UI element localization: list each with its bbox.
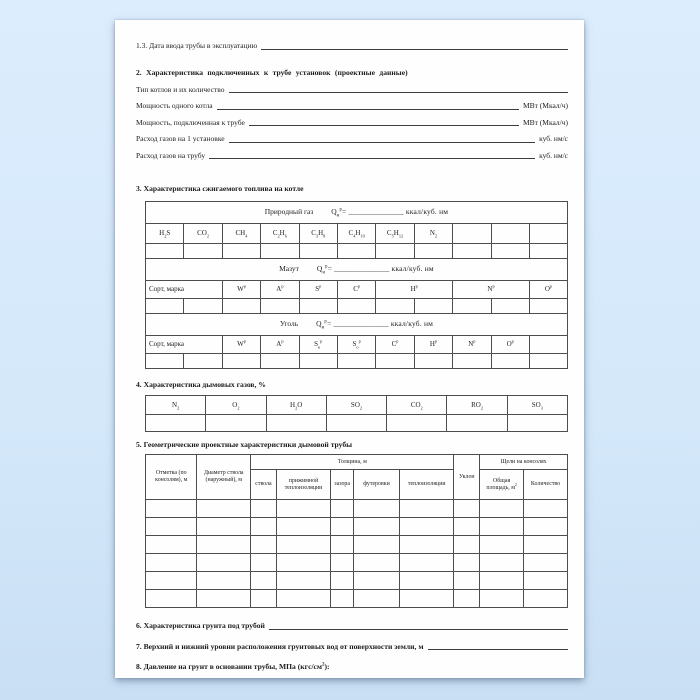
empty-cell	[337, 299, 375, 314]
empty-cell	[454, 554, 480, 572]
empty-cell	[146, 590, 197, 608]
empty-cell	[529, 224, 567, 244]
thickness-sub-header: прижимной теплоизоляции	[276, 470, 330, 500]
field-connected-power	[136, 118, 568, 128]
flue-gas-component-cell: $SO_2$	[326, 396, 386, 415]
empty-cell	[222, 354, 260, 369]
empty-cell	[197, 500, 251, 518]
field-label: 7. Верхний и нижний уровни расположения грунтовых вод от поверхности земли, м	[136, 641, 424, 651]
field-soil-characteristics	[136, 621, 568, 631]
field-label: 8. Давление на грунт в основании трубы, МПа $(кгс/см^2)$:	[136, 662, 330, 671]
gas-components-header-row	[146, 224, 568, 244]
flue-gas-component-cell: $O_2$	[206, 396, 266, 415]
flue-gas-values-row	[146, 415, 568, 432]
empty-cell	[222, 299, 260, 314]
fuel-column-cell: $H^р$	[376, 281, 453, 299]
diameter-column-header: Диаметр ствола (наружный), м	[197, 455, 251, 500]
table-row	[146, 590, 568, 608]
empty-cell	[184, 244, 222, 259]
empty-cell	[331, 500, 354, 518]
fuel-column-cell: $A^р$	[261, 281, 299, 299]
fuel-name: Уголь	[279, 319, 299, 329]
flue-gas-component-cell: $RO_2$	[447, 396, 507, 415]
field-label: Тип котлов и их количество	[136, 84, 225, 94]
empty-cell	[206, 415, 266, 432]
mark-column-header: Отметка (по консолям), м	[146, 455, 197, 500]
empty-cell	[529, 244, 567, 259]
coal-columns-header-row	[146, 336, 568, 354]
section-2-title: 2. Характеристика подключенных к трубе установок (проектные данные)	[136, 67, 408, 77]
field-gas-flow-total	[136, 151, 568, 161]
thickness-sub-header: теплоизоляции	[400, 470, 454, 500]
field-label: 6. Характеристика грунта под трубой	[136, 621, 265, 630]
slots-count-sub-header: Количество	[524, 470, 568, 500]
blank-line	[261, 43, 568, 50]
empty-cell	[146, 518, 197, 536]
fuel-column-cell: $S^р$	[299, 281, 337, 299]
fuel-name: Мазут	[279, 264, 299, 274]
fuel-column-cell: $W^р$	[222, 281, 260, 299]
empty-cell	[184, 299, 222, 314]
empty-cell	[276, 590, 330, 608]
fuel-column-cell: $S_о^р$	[337, 336, 375, 354]
field-unit: МВт (Мкал/ч)	[522, 117, 568, 127]
blank-line	[209, 152, 535, 159]
fuel-characteristics-table	[145, 201, 568, 369]
empty-cell	[453, 224, 491, 244]
fuel-heating-value-expression: $Q_н^р=$ ______________ ккал/куб. нм	[316, 264, 434, 276]
empty-cell	[261, 299, 299, 314]
empty-cell	[354, 536, 400, 554]
empty-cell	[354, 590, 400, 608]
table-row	[146, 554, 568, 572]
empty-cell	[453, 244, 491, 259]
empty-cell	[414, 354, 452, 369]
empty-cell	[454, 590, 480, 608]
flue-gas-component-cell: $CO_2$	[387, 396, 447, 415]
fuel-column-cell: $C^р$	[337, 281, 375, 299]
empty-cell	[400, 500, 454, 518]
field-unit: МВт (Мкал/ч)	[522, 101, 568, 110]
empty-cell	[331, 554, 354, 572]
field-commissioning-date	[136, 41, 568, 51]
empty-cell	[331, 518, 354, 536]
thickness-sub-header: футеровки	[354, 470, 400, 500]
empty-cell	[146, 536, 197, 554]
geometry-header-row-1	[146, 455, 568, 470]
slots-area-sub-header: Общая площадь, $м^2$	[480, 470, 524, 500]
gas-component-cell: $C_4H_{10}$	[337, 224, 375, 244]
empty-cell	[337, 244, 375, 259]
natural-gas-caption-row	[146, 202, 568, 224]
empty-cell	[266, 415, 326, 432]
section-3-title: 3. Характеристика сжигаемого топлива на котле	[136, 184, 304, 193]
section-5-title: 5. Геометрические проектные характеристики дымовой трубы	[136, 440, 353, 449]
field-label: Расход газов на трубу	[136, 150, 206, 160]
empty-cell	[400, 572, 454, 590]
empty-cell	[447, 415, 507, 432]
empty-cell	[529, 299, 567, 314]
flue-gas-component-cell: $N_2$	[146, 396, 206, 415]
empty-cell	[480, 590, 524, 608]
empty-cell	[197, 518, 251, 536]
sort-mark-header-cell: Сорт, марка	[146, 281, 223, 299]
fuel-name: Природный газ	[264, 207, 314, 217]
empty-cell	[414, 244, 452, 259]
fuel-column-cell: $H^р$	[414, 336, 452, 354]
empty-cell	[400, 536, 454, 554]
fuel-heating-value-expression: $Q_н^р=$ ______________ ккал/куб. нм	[316, 319, 434, 331]
empty-cell	[331, 536, 354, 554]
empty-cell	[480, 572, 524, 590]
gas-component-cell: $C_3H_8$	[299, 224, 337, 244]
empty-cell	[524, 518, 568, 536]
thickness-group-header: Толщина, м	[251, 455, 454, 470]
field-unit: куб. нм/с	[539, 150, 568, 160]
empty-cell	[251, 518, 277, 536]
coal-values-row	[146, 354, 568, 369]
section-4-title: 4. Характеристика дымовых газов, %	[136, 380, 266, 389]
fuel-caption-cell	[146, 202, 568, 224]
blank-line	[269, 623, 568, 630]
empty-cell	[146, 572, 197, 590]
table-row	[146, 572, 568, 590]
empty-cell	[261, 354, 299, 369]
empty-cell	[261, 244, 299, 259]
fuel-caption-cell	[146, 259, 568, 281]
gas-component-cell: $CO_2$	[184, 224, 222, 244]
empty-cell	[276, 572, 330, 590]
empty-cell	[184, 354, 222, 369]
empty-cell	[491, 354, 529, 369]
table-row	[146, 536, 568, 554]
empty-cell	[197, 536, 251, 554]
empty-cell	[146, 244, 184, 259]
empty-cell	[480, 500, 524, 518]
blank-line	[249, 119, 519, 126]
empty-cell	[354, 554, 400, 572]
empty-cell	[251, 572, 277, 590]
blank-line	[428, 643, 569, 650]
field-single-boiler-power	[136, 101, 568, 111]
empty-cell	[354, 500, 400, 518]
empty-cell	[197, 554, 251, 572]
field-label: 1.3. Дата ввода трубы в эксплуатацию	[136, 41, 258, 50]
empty-cell	[251, 590, 277, 608]
empty-cell	[337, 354, 375, 369]
empty-cell	[146, 415, 206, 432]
sort-mark-header-cell: Сорт, марка	[146, 336, 223, 354]
empty-cell	[524, 500, 568, 518]
geometric-characteristics-table	[145, 454, 568, 608]
empty-cell	[480, 518, 524, 536]
empty-cell	[480, 554, 524, 572]
empty-cell	[331, 590, 354, 608]
empty-cell	[376, 299, 414, 314]
empty-cell	[251, 554, 277, 572]
empty-cell	[299, 244, 337, 259]
flue-gas-table	[145, 395, 568, 432]
field-label: Мощность одного котла	[136, 101, 213, 110]
empty-cell	[491, 299, 529, 314]
fuel-column-cell: $W^р$	[222, 336, 260, 354]
gas-component-cell: $C_2H_6$	[261, 224, 299, 244]
empty-cell	[276, 554, 330, 572]
empty-cell	[146, 554, 197, 572]
table-row	[146, 518, 568, 536]
thickness-sub-header: ствола	[251, 470, 277, 500]
empty-cell	[251, 536, 277, 554]
coal-caption-row	[146, 314, 568, 336]
mazut-columns-header-row	[146, 281, 568, 299]
mazut-caption-row	[146, 259, 568, 281]
empty-cell	[197, 572, 251, 590]
empty-cell	[453, 354, 491, 369]
empty-cell	[376, 244, 414, 259]
empty-cell	[299, 299, 337, 314]
fuel-column-cell: $O^р$	[491, 336, 529, 354]
thickness-sub-header: зазора	[331, 470, 354, 500]
empty-cell	[387, 415, 447, 432]
empty-cell	[414, 299, 452, 314]
fuel-column-cell: $O^р$	[529, 281, 567, 299]
field-label: Мощность, подключенная к трубе	[136, 117, 245, 127]
empty-cell	[524, 590, 568, 608]
empty-cell	[222, 244, 260, 259]
empty-cell	[276, 518, 330, 536]
flue-gas-component-cell: $H_2O$	[266, 396, 326, 415]
empty-cell	[491, 244, 529, 259]
empty-cell	[454, 518, 480, 536]
gas-component-cell: $C_5H_{12}$	[376, 224, 414, 244]
empty-cell	[146, 299, 184, 314]
empty-cell	[529, 354, 567, 369]
gas-values-row	[146, 244, 568, 259]
empty-cell	[454, 500, 480, 518]
empty-cell	[354, 572, 400, 590]
fuel-column-cell: $N^р$	[453, 336, 491, 354]
empty-cell	[400, 554, 454, 572]
fuel-column-cell: $C^р$	[376, 336, 414, 354]
blank-line	[217, 103, 519, 110]
gas-component-cell: $N_2$	[414, 224, 452, 244]
empty-cell	[326, 415, 386, 432]
empty-cell	[524, 572, 568, 590]
field-label: Расход газов на 1 установке	[136, 134, 225, 143]
slots-group-header: Щели на консолях	[480, 455, 568, 470]
empty-cell	[491, 224, 529, 244]
empty-cell	[331, 572, 354, 590]
empty-cell	[376, 354, 414, 369]
fuel-caption-cell	[146, 314, 568, 336]
fuel-column-cell: $S_к^р$	[299, 336, 337, 354]
table-row	[146, 500, 568, 518]
blank-line	[229, 136, 535, 143]
empty-cell	[507, 415, 567, 432]
empty-cell	[453, 299, 491, 314]
blank-line	[229, 86, 568, 93]
field-groundwater-levels	[136, 642, 568, 652]
empty-cell	[400, 590, 454, 608]
gas-component-cell: $CH_4$	[222, 224, 260, 244]
field-ground-pressure	[136, 662, 568, 672]
empty-cell	[354, 518, 400, 536]
flue-gas-component-cell: $SO_3$	[507, 396, 567, 415]
empty-cell	[299, 354, 337, 369]
field-gas-flow-per-unit	[136, 134, 568, 144]
fuel-column-cell: $A^р$	[261, 336, 299, 354]
form-page	[115, 20, 584, 678]
fuel-column-cell: $N^р$	[453, 281, 530, 299]
empty-cell	[197, 590, 251, 608]
empty-cell	[400, 518, 454, 536]
mazut-values-row	[146, 299, 568, 314]
gas-component-cell: $H_2S$	[146, 224, 184, 244]
empty-cell	[276, 500, 330, 518]
slope-column-header: Уклон	[454, 455, 480, 500]
empty-cell	[251, 500, 277, 518]
empty-cell	[480, 536, 524, 554]
empty-cell	[524, 536, 568, 554]
empty-cell	[146, 354, 184, 369]
empty-cell	[276, 536, 330, 554]
empty-cell	[454, 536, 480, 554]
empty-cell	[454, 572, 480, 590]
fuel-heating-value-expression: $Q_н^р=$ ______________ ккал/куб. нм	[331, 207, 449, 219]
field-unit: куб. нм/с	[539, 134, 568, 143]
flue-gas-header-row	[146, 396, 568, 415]
empty-cell	[529, 336, 567, 354]
field-boiler-type	[136, 85, 568, 95]
empty-cell	[524, 554, 568, 572]
empty-cell	[146, 500, 197, 518]
